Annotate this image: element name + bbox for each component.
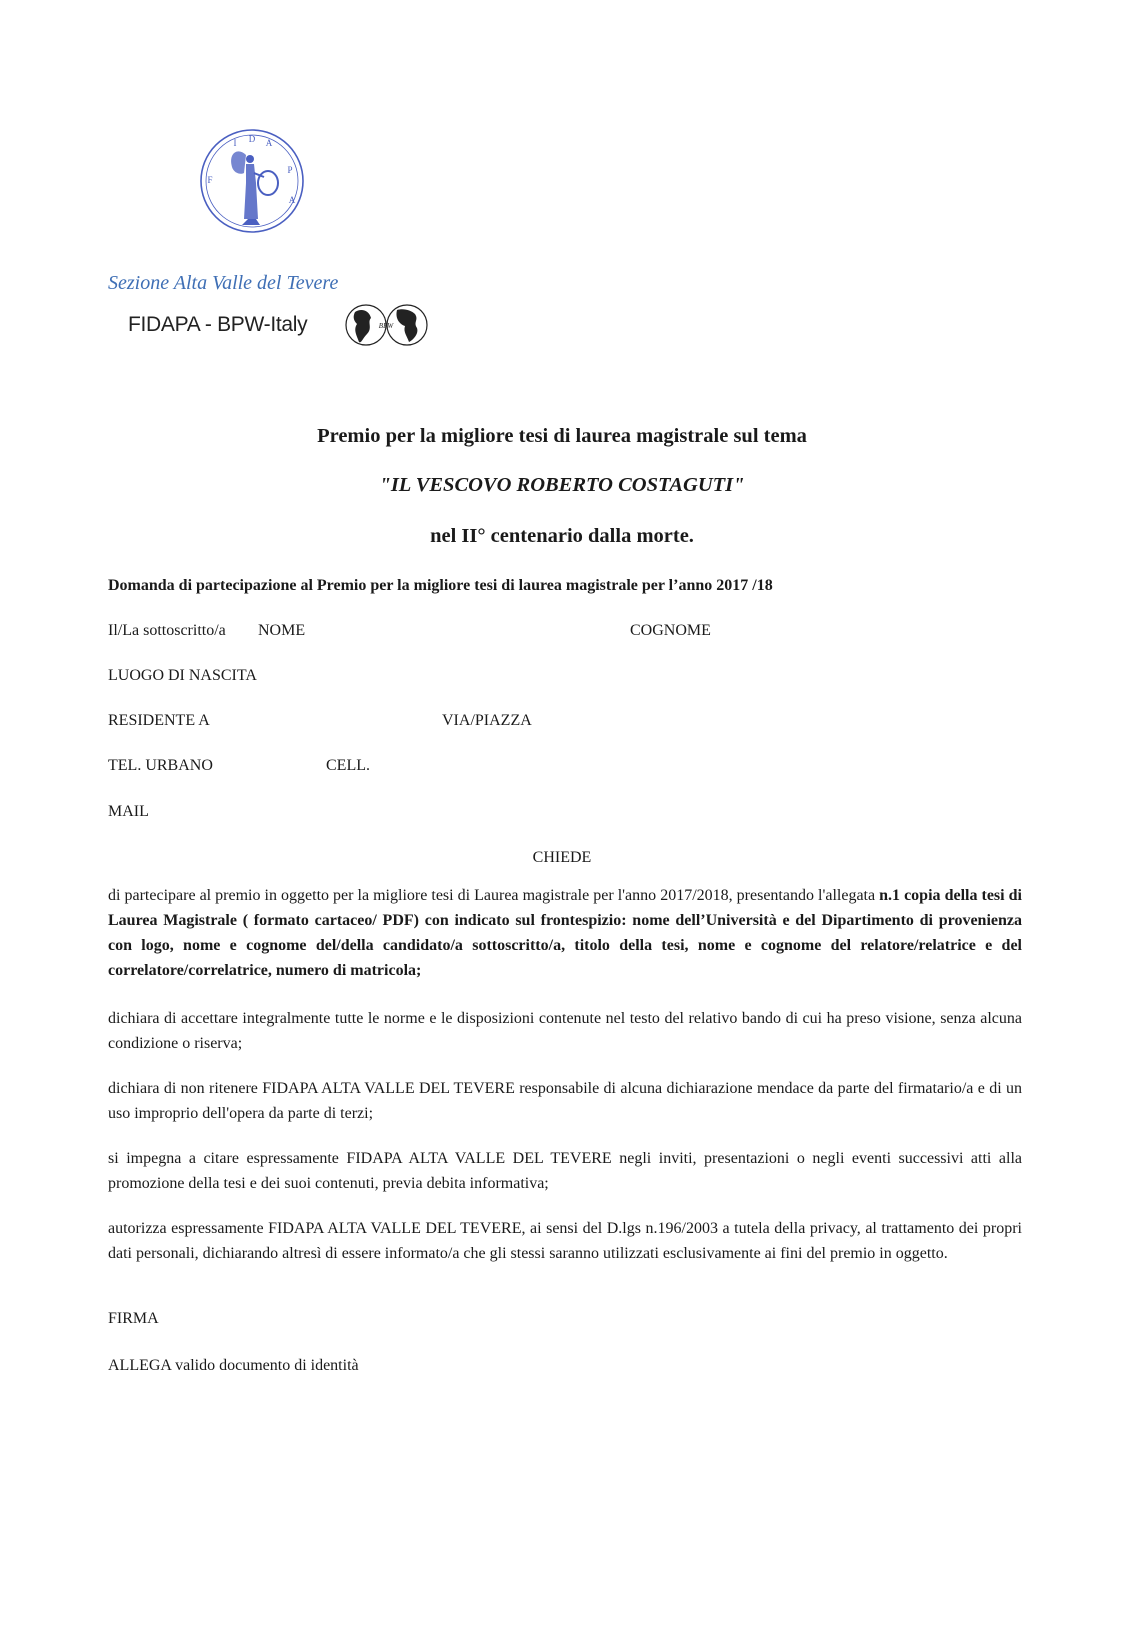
- label-tel-urbano: TEL. URBANO: [108, 757, 213, 774]
- section-name: Sezione Alta Valle del Tevere: [108, 272, 339, 294]
- svg-text:D: D: [248, 134, 256, 144]
- paragraph-participation-text: di partecipare al premio in oggetto per la migliore tesi di Laurea magistrale per l'anno 2017/2018, presentando l'allegata: [108, 887, 880, 904]
- title-line-2: "IL VESCOVO ROBERTO COSTAGUTI": [379, 474, 745, 496]
- svg-text:I: I: [233, 138, 237, 148]
- organization-name: FIDAPA - BPW-Italy: [128, 313, 308, 336]
- paragraph-participation-bold: n.1 copia della tesi di Laurea Magistrale ( formato cartaceo/ PDF) con indicato sul frontespizio: nome dell’Università e del Dipartimento di provenienza con logo, nome e cognome del/della candidato/a sottoscritto/a, titolo della tesi, nome e cognome del relatore/relatrice e del correlatore/correlatrice, numero di matricola;: [108, 887, 1022, 979]
- svg-text:A: A: [288, 195, 296, 205]
- paragraph-citation: si impegna a citare espressamente FIDAPA ALTA VALLE DEL TEVERE negli inviti, presentazioni o negli eventi successivi atti alla promozione della tesi e dei suoi contenuti, previa debita informativa;: [108, 1150, 1022, 1192]
- svg-text:P: P: [287, 165, 293, 175]
- paragraph-privacy: autorizza espressamente FIDAPA ALTA VALLE DEL TEVERE, ai sensi del D.lgs n.196/2003 a tutela della privacy, al trattamento dei propri dati personali, dichiarando altresì di essere informato/a che gli stessi saranno utilizzati esclusivamente ai fini del premio in oggetto.: [108, 1220, 1022, 1262]
- svg-text:A: A: [265, 138, 273, 148]
- label-nome: NOME: [258, 622, 306, 639]
- title-line-3: nel II° centenario dalla morte.: [430, 525, 694, 547]
- chiede-heading: CHIEDE: [532, 849, 592, 866]
- label-cognome: COGNOME: [630, 622, 711, 639]
- application-subtitle: Domanda di partecipazione al Premio per la migliore tesi di laurea magistrale per l’anno 2017 /18: [108, 577, 773, 594]
- label-via-piazza: VIA/PIAZZA: [442, 712, 532, 729]
- svg-text:BPW: BPW: [378, 322, 394, 330]
- paragraph-responsibility: dichiara di non ritenere FIDAPA ALTA VALLE DEL TEVERE responsabile di alcuna dichiarazione mendace da parte del firmatario/a e di un uso improprio dell'opera da parte di terzi;: [108, 1080, 1022, 1122]
- label-residente: RESIDENTE A: [108, 712, 210, 729]
- label-luogo-di-nascita: LUOGO DI NASCITA: [108, 667, 257, 684]
- fidapa-seal-logo: [198, 127, 306, 235]
- title-line-1: Premio per la migliore tesi di laurea magistrale sul tema: [317, 425, 807, 447]
- label-sottoscritto: Il/La sottoscritto/a: [108, 622, 226, 639]
- label-allega: ALLEGA valido documento di identità: [108, 1357, 359, 1374]
- label-mail: MAIL: [108, 803, 149, 820]
- paragraph-accept-rules: dichiara di accettare integralmente tutte le norme e le disposizioni contenute nel testo del relativo bando di cui ha preso visione, senza alcuna condizione o riserva;: [108, 1010, 1022, 1052]
- svg-text:F: F: [207, 175, 213, 185]
- paragraph-participation: [108, 883, 1022, 983]
- label-cell: CELL.: [326, 757, 370, 774]
- bpw-globes-logo: [345, 298, 429, 352]
- label-firma: FIRMA: [108, 1310, 159, 1327]
